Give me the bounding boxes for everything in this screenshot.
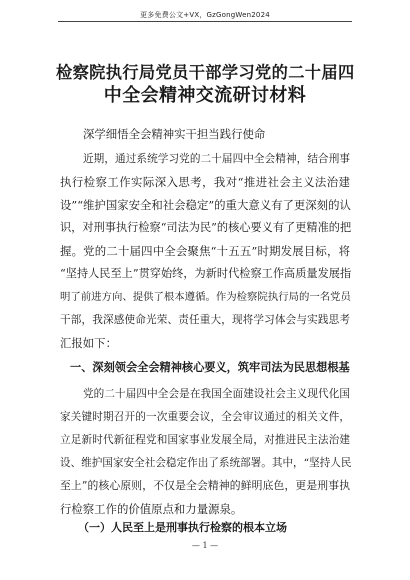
section-line: 党的二十届四中全会是在我国全面建设社会主义现代化国 [83, 388, 350, 400]
section-line: 设、维护国家安全社会稳定作出了系统部署。其中，“坚持人民 [60, 457, 352, 469]
intro-line: 设”“维护国家安全和社会稳定”的重大意义有了更深刻的认 [60, 198, 351, 212]
intro-line: 执行检察工作实际深入思考，我对“推进社会主义法治建 [60, 175, 350, 189]
intro-line: 近期，通过系统学习党的二十届四中全会精神，结合刑事 [83, 153, 350, 165]
intro-line: 识，对刑事执行检察“司法为民”的核心要义有了更精准的把 [60, 221, 352, 234]
subsection-heading: （一）人民至上是刑事执行检察的根本立场 [78, 521, 287, 534]
intro-line: 干部，我深感使命光荣、责任重大，现将学习体会与实践思考 [60, 314, 350, 326]
intro-line: 握。党的二十届四中全会聚焦“十五五”时期发展目标，将 [60, 244, 350, 258]
document-subtitle: 深学细悟全会精神实干担当践行使命 [83, 127, 266, 141]
header-note: 更多免费公文+VX，GzGongWen2024 [140, 11, 270, 19]
intro-line: 汇报如下： [60, 336, 117, 350]
header-divider [58, 21, 352, 22]
document-title-line-1: 检察院执行局党员干部学习党的二十届四 [56, 63, 355, 82]
intro-line: 明了前进方向、提供了根本遵循。作为检察院执行局的一名党员 [60, 291, 351, 303]
page-number: — 1 — [191, 541, 219, 550]
intro-line: “坚持人民至上”贯穿始终，为新时代检察工作高质量发展指 [60, 267, 352, 280]
section-line: 家关键时期召开的一次重要会议，全会审议通过的相关文件， [60, 411, 350, 423]
section-line: 至上”的核心原则，不仅是全会精神的鲜明底色，更是刑事执 [60, 479, 350, 492]
section-heading: 一、深刻领会全会精神核心要义，筑牢司法为民思想根基 [70, 361, 350, 374]
section-line: 立足新时代新征程党和国家事业发展全局，对推进民主法治建 [60, 434, 350, 446]
section-line: 行检察工作的价值原点和力量源泉。 [60, 502, 243, 516]
document-title-line-2: 中全会精神交流研讨材料 [103, 85, 307, 106]
